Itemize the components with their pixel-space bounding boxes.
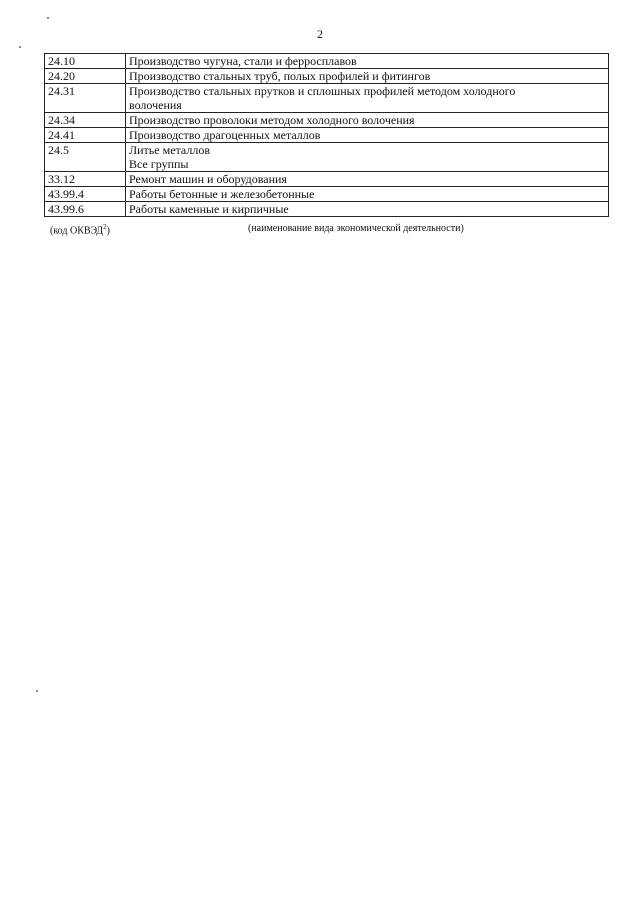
activity-name-cell (126, 172, 609, 187)
table-row (45, 113, 609, 128)
activity-name-line: Литье металлов (129, 143, 210, 157)
okved-table-body (45, 54, 609, 217)
table-row (45, 69, 609, 84)
activity-name-cell (126, 143, 609, 172)
activity-name-cell (126, 187, 609, 202)
activity-name-cell (126, 69, 609, 84)
table-row (45, 187, 609, 202)
activity-name-cell (126, 202, 609, 217)
scan-speck (47, 17, 49, 19)
okved-code-cell: 24.5 (45, 143, 126, 172)
activity-name-line: Ремонт машин и оборудования (129, 172, 287, 186)
activity-name-line: Производство драгоценных металлов (129, 128, 321, 142)
activity-name-line: Работы бетонные и железобетонные (129, 187, 315, 201)
table-row (45, 128, 609, 143)
okved-code-cell: 24.34 (45, 113, 126, 128)
okved-table (44, 53, 609, 217)
okved-code-cell: 24.41 (45, 128, 126, 143)
activity-name-cell (126, 54, 609, 69)
table-row (45, 143, 609, 172)
scan-speck (19, 46, 21, 48)
page-number: 2 (317, 27, 323, 41)
okved-code-cell: 24.31 (45, 84, 126, 113)
name-caption: (наименование вида экономической деятельности) (248, 223, 464, 234)
activity-name-line: волочения (129, 98, 182, 112)
okved-code-cell: 43.99.6 (45, 202, 126, 217)
okved-code-cell: 43.99.4 (45, 187, 126, 202)
activity-name-line: Все группы (129, 157, 189, 171)
table-row (45, 172, 609, 187)
activity-name-line: Работы каменные и кирпичные (129, 202, 289, 216)
activity-name-cell (126, 113, 609, 128)
activity-name-line: Производство проволоки методом холодного волочения (129, 113, 415, 127)
okved-code-cell: 33.12 (45, 172, 126, 187)
scan-speck (36, 690, 38, 692)
activity-name-cell (126, 84, 609, 113)
code-caption-close: ) (106, 225, 110, 237)
okved-code-cell: 24.20 (45, 69, 126, 84)
table-row (45, 54, 609, 69)
code-caption-label: (код ОКВЭД (50, 225, 104, 237)
table-row (45, 202, 609, 217)
activity-name-cell (126, 128, 609, 143)
activity-name-line: Производство чугуна, стали и ферросплавов (129, 54, 357, 68)
activity-name-line: Производство стальных труб, полых профилей и фитингов (129, 69, 431, 83)
footnote-marker: 2 (103, 223, 107, 231)
okved-code-cell: 24.10 (45, 54, 126, 69)
code-caption (50, 223, 110, 236)
activity-name-line: Производство стальных прутков и сплошных профилей методом холодного (129, 84, 516, 98)
table-row (45, 84, 609, 113)
